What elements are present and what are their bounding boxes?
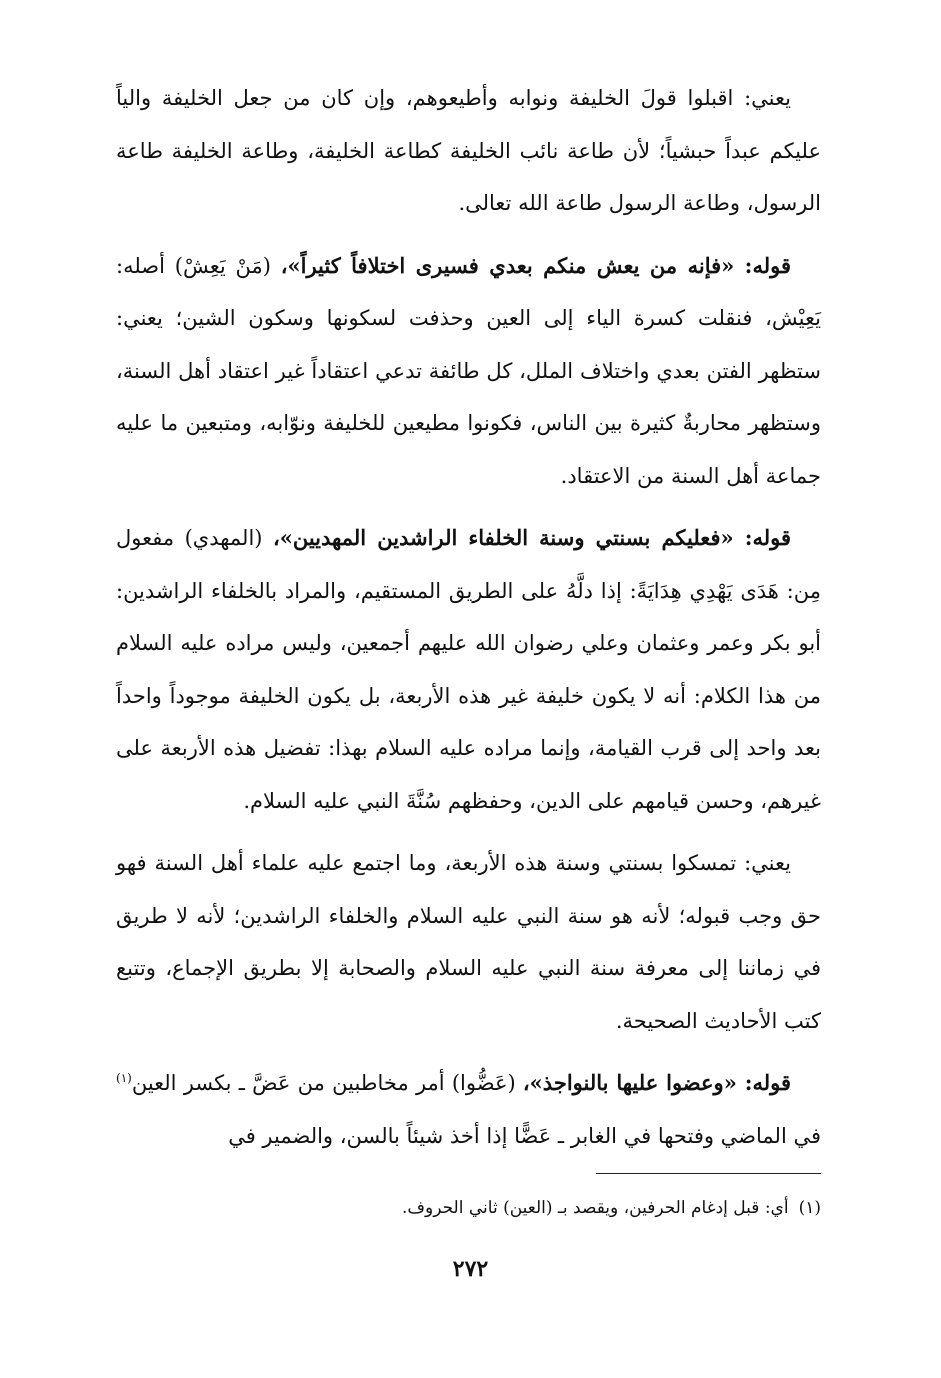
paragraph-3 bbox=[116, 512, 821, 827]
paragraph-2 bbox=[116, 240, 821, 503]
paragraph-text: (المهدي) مفعول مِن: هَدَى يَهْدِي هِدَايَةً: إذا دلَّهُ على الطريق المستقيم، والمراد بالخلفاء الراشدين: أبو بكر وعمر وعثمان وعلي رضوان الله عليهم أجمعين، وليس مراده عليه السلام من هذا الكلام: أنه لا يكون خليفة غير هذه الأربعة، بل يكون الخليفة موجوداً واحداً بعد واحد إلى قرب القيامة، وإنما مراده عليه السلام بهذا: تفضيل هذه الأربعة على غيرهم، وحسن قيامهم على الدين، وحفظهم سُنَّةَ النبي عليه السلام. bbox=[116, 526, 821, 813]
hadith-quote: قوله: «وعضوا عليها بالنواجذ»، bbox=[522, 1070, 791, 1095]
footnote-text: أي: قبل إدغام الحرفين، ويقصد بـ (العين) ثاني الحروف. bbox=[401, 1198, 789, 1218]
paragraph-text: يعني: اقبلوا قولَ الخليفة ونوابه وأطيعوهم، وإن كان من جعل الخليفة والياً عليكم عبداً حبشياً؛ لأن طاعة نائب الخليفة كطاعة الخليفة، وطاعة الخليفة طاعة الرسول، وطاعة الرسول طاعة الله تعالى. bbox=[116, 86, 821, 215]
footnote bbox=[116, 1194, 821, 1222]
paragraph-4 bbox=[116, 837, 821, 1047]
footnote-number: (١) bbox=[798, 1198, 821, 1218]
hadith-quote: قوله: «فعليكم بسنتي وسنة الخلفاء الراشدين المهديين»، bbox=[272, 525, 792, 550]
paragraph-1 bbox=[116, 72, 821, 230]
hadith-quote: قوله: «فإنه من يعش منكم بعدي فسيرى اختلافاً كثيراً»، bbox=[280, 252, 791, 278]
paragraph-5 bbox=[116, 1057, 821, 1162]
paragraph-text: يعني: تمسكوا بسنتي وسنة هذه الأربعة، وما اجتمع عليه علماء أهل السنة فهو حق وجب قبوله؛ لأنه هو سنة النبي عليه السلام والخلفاء الراشدين؛ لأنه لا طريق في زماننا إلى معرفة سنة النبي عليه السلام والصحابة إلا بطريق الإجماع، وتتبع كتب الأحاديث الصحيحة. bbox=[116, 851, 821, 1033]
paragraph-text: (مَنْ يَعِشْ) أصله: يَعِيْش، فنقلت كسرة الياء إلى العين وحذفت لسكونها وسكون الشين؛ يعني: ستظهر الفتن بعدي واختلاف الملل، كل طائفة تدعي اعتقاداً غير اعتقاد أهل السنة، وستظهر محاربةٌ كثيرة بين الناس، فكونوا مطيعين للخليفة ونوّابه، ومتبعين ما عليه جماعة أهل السنة من الاعتقاد. bbox=[116, 253, 821, 488]
main-text bbox=[116, 72, 821, 1172]
footnote-marker[interactable]: (١) bbox=[116, 1071, 132, 1085]
paragraph-text-continued: في الماضي وفتحها في الغابر ـ عَضًّا إذا أخذ شيئاً بالسن، والضمير في bbox=[228, 1123, 821, 1148]
footnote-divider bbox=[596, 1173, 821, 1174]
paragraph-text: (عَضُّوا) أمر مخاطبين من عَضَّ ـ بكسر العين bbox=[131, 1071, 523, 1095]
page-number: ٢٧٢ bbox=[452, 1256, 489, 1282]
